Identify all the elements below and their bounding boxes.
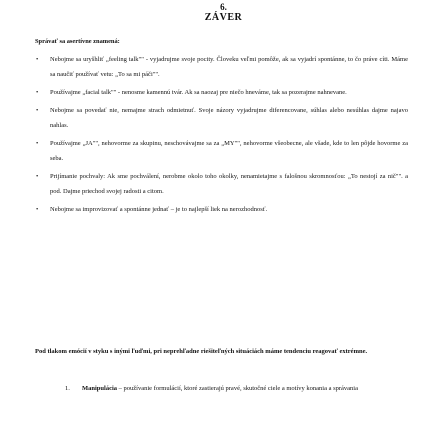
bullet-text: Nebojme sa uryšhliť „feeling talk"" - vyjadrujme svoje pocity. Človeku veľmi pomôže, ak sa vyjadrí spontánne, to čo práve cíti. Máme sa naučiť používať vetu: „To sa mi páči"". [50, 56, 408, 78]
item-number: 1. [65, 385, 70, 392]
bullet-dot-icon: • [36, 89, 39, 96]
bullet-text: Prijímanie pochvaly: Ak sme pochválení, nerobme okolo toho okolky, nenamietajme s falošnou skromnosťou: „To nestojí za nič"". a pod. Dajme priechod svojej radosti a citom. [50, 173, 408, 195]
bullet-list [36, 52, 408, 220]
bullet-item [36, 85, 408, 100]
bullet-dot-icon: • [36, 56, 39, 63]
bullet-text: Nebojme sa povedať nie, nemajme strach odmietnuť. Svoje názory vyjadrujme diferencovane, súhlas alebo nesúhlas dajme najavo nahlas. [50, 107, 408, 129]
bullet-item [36, 136, 408, 166]
chapter-number: 6. [220, 2, 227, 12]
chapter-title: ZÁVER [204, 12, 243, 23]
bullet-dot-icon: • [36, 206, 39, 213]
bullet-dot-icon: • [36, 140, 39, 147]
intro-text: Správať sa asertívne znamená: [35, 38, 120, 45]
bullet-item [36, 169, 408, 199]
bullet-text: Nebojme sa improvizovať a spontánne jednať – je to najlepší liek na nerozhodnosť. [50, 206, 268, 213]
item-term: Manipulácia [82, 385, 118, 392]
bullet-dot-icon: • [36, 107, 39, 114]
item-text: – používanie formulácií, ktoré zastierajú pravé, skutočné ciele a motívy konania a správania [117, 385, 358, 392]
bullet-text: Používajme „facial talk"" - nenosme kamennú tvár. Ak sa naozaj pre niečo hneváme, tak sa pozerajme nahnevane. [50, 89, 347, 96]
bullet-item [36, 202, 408, 217]
body-paragraph: Pod tlakom emócií v styku s inými ľuďmi, pri neprehľadne riešiteľných situáciách máme tendenciu reagovať extrémne. [35, 348, 368, 355]
bullet-text: Používajme „JA"", nehovorme za skupinu, neschovávajme sa za „MY"", nehovorme všeobecne, ale všade, kde to len pôjde hovorme za seba. [50, 140, 408, 162]
bullet-dot-icon: • [36, 173, 39, 180]
numbered-item [65, 381, 408, 396]
item-body [65, 381, 408, 396]
bullet-item [36, 52, 408, 82]
bullet-item [36, 103, 408, 133]
